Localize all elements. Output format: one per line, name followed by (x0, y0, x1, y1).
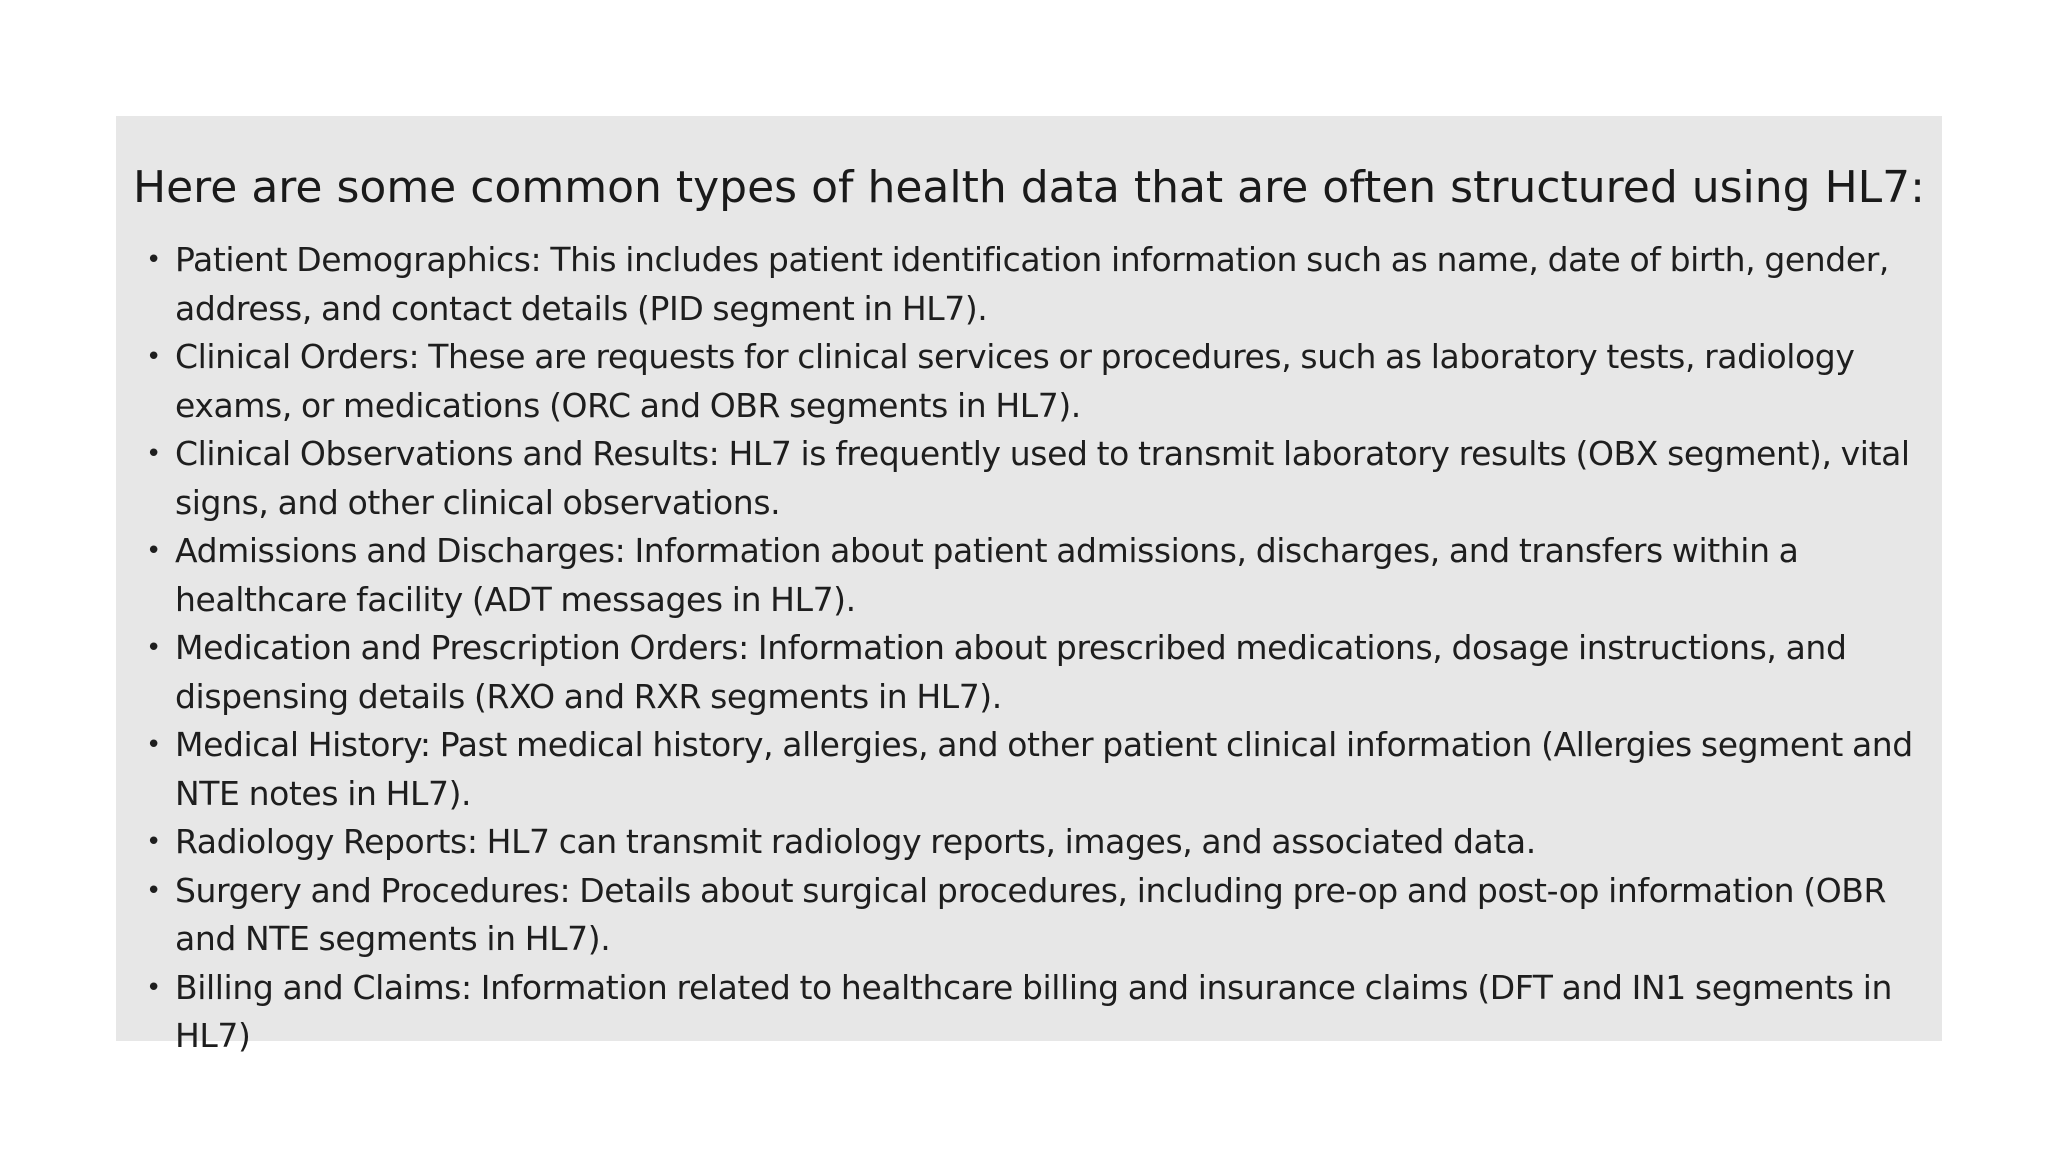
list-item-text: Radiology Reports: HL7 can transmit radiology reports, images, and associated data. (175, 822, 1536, 861)
bullet-icon: • (146, 633, 161, 663)
list-item-text: Billing and Claims: Information related to healthcare billing and insurance claims (DFT and IN1 segments in HL7) (175, 967, 1893, 1055)
list-item-text: Clinical Observations and Results: HL7 is frequently used to transmit laboratory results (OBX segment), vital signs, and other clinical observations. (175, 434, 1910, 522)
list-item (142, 527, 1942, 624)
bullet-icon: • (146, 536, 161, 566)
list-item (142, 721, 1942, 818)
bullet-icon: • (146, 730, 161, 760)
bullet-icon: • (146, 245, 161, 275)
bullet-icon: • (146, 439, 161, 469)
slide-title: Here are some common types of health data that are often structured using HL7: (133, 162, 1925, 213)
list-item (142, 624, 1942, 721)
list-item (142, 333, 1942, 430)
list-item-text: Clinical Orders: These are requests for clinical services or procedures, such as laboratory tests, radiology exams, or medications (ORC and OBR segments in HL7). (175, 337, 1855, 425)
list-item (142, 867, 1942, 964)
bullet-icon: • (146, 972, 161, 1003)
list-item (142, 430, 1942, 527)
bullet-list (142, 236, 1942, 1061)
list-item-text: Surgery and Procedures: Details about surgical procedures, including pre-op and post-op information (OBR and NTE segments in HL7). (175, 870, 1887, 958)
list-item (142, 818, 1942, 867)
bullet-icon: • (146, 342, 161, 372)
list-item-text: Medical History: Past medical history, allergies, and other patient clinical information (Allergies segment and NTE notes in HL7). (175, 725, 1913, 813)
list-item (142, 964, 1942, 1061)
bullet-icon: • (146, 827, 161, 857)
list-item-text: Medication and Prescription Orders: Information about prescribed medications, dosage instructions, and dispensing details (RXO and RXR segments in HL7). (175, 628, 1847, 716)
list-item (142, 236, 1942, 333)
list-item-text: Patient Demographics: This includes patient identification information such as name, date of birth, gender, address, and contact details (PID segment in HL7). (175, 240, 1890, 328)
list-item-text: Admissions and Discharges: Information about patient admissions, discharges, and transfers within a healthcare facility (ADT messages in HL7). (175, 531, 1799, 619)
bullet-icon: • (146, 875, 161, 906)
